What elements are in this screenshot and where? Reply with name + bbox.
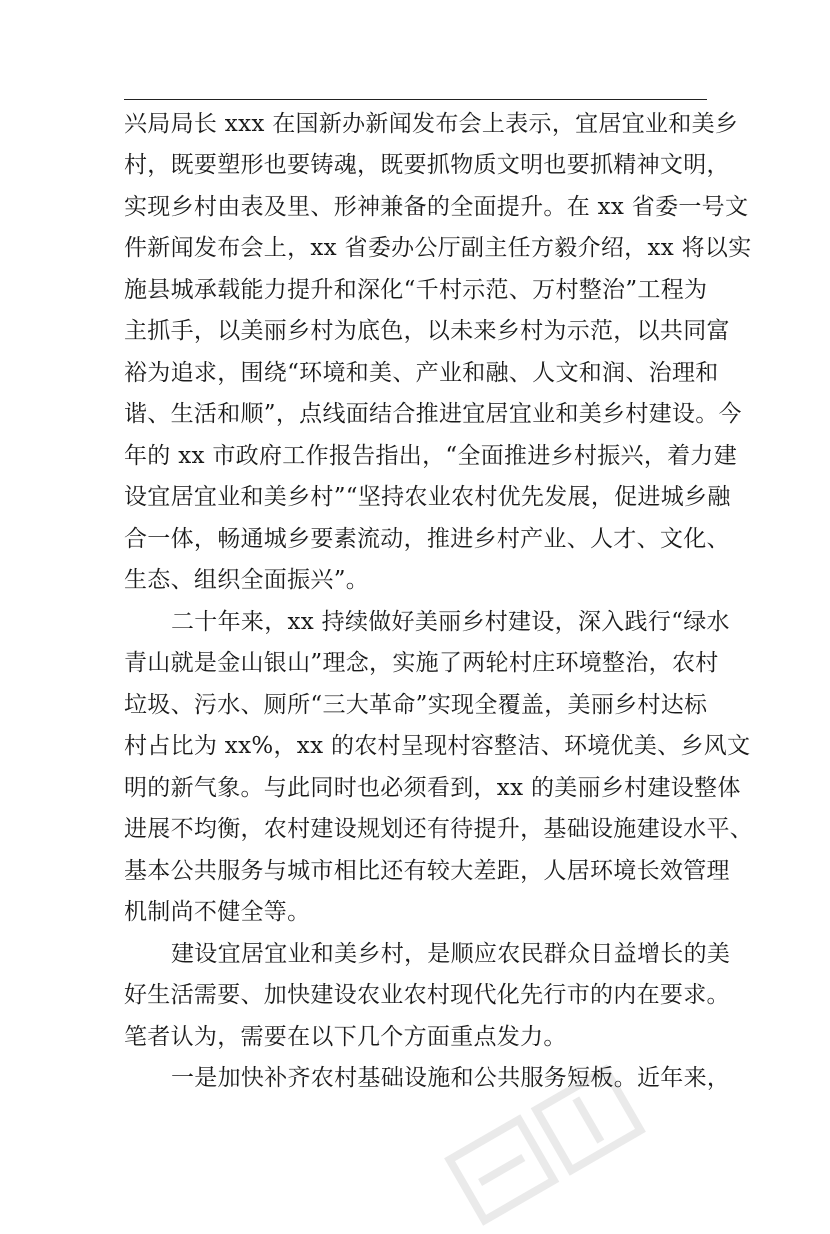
text-line: 实现乡村由表及里、形神兼备的全面提升。在 xx 省委一号文	[124, 194, 749, 220]
text-line: 施县城承载能力提升和深化“千村示范、万村整治”工程为	[124, 277, 708, 303]
text-line: 设宜居宜业和美乡村”“坚持农业农村优先发展，促进城乡融	[124, 484, 731, 510]
text-line: 好生活需要、加快建设农业农村现代化先行市的内在要求。	[124, 982, 730, 1008]
text-line: 村占比为 xx%，xx 的农村呈现村容整洁、环境优美、乡风文	[124, 733, 751, 759]
text-line: 机制尚不健全等。	[124, 899, 311, 925]
text-line: 垃圾、污水、厕所“三大革命”实现全覆盖，美丽乡村达标	[124, 692, 708, 718]
text-line: 明的新气象。与此同时也必须看到，xx 的美丽乡村建设整体	[124, 775, 741, 801]
header-rule	[124, 99, 707, 100]
text-line: 一是加快补齐农村基础设施和公共服务短板。近年来，	[171, 1065, 731, 1091]
text-line: 建设宜居宜业和美乡村，是顺应农民群众日益增长的美	[171, 941, 731, 967]
text-line: 进展不均衡，农村建设规划还有待提升，基础设施建设水平、	[124, 816, 754, 842]
text-line: 兴局局长 xxx 在国新办新闻发布会上表示，宜居宜业和美乡	[124, 111, 739, 137]
text-line: 年的 xx 市政府工作报告指出，“全面推进乡村振兴，着力建	[124, 443, 738, 469]
text-line: 裕为追求，围绕“环境和美、产业和融、人文和润、治理和	[124, 360, 719, 386]
text-line: 村，既要塑形也要铸魂，既要抓物质文明也要抓精神文明，	[124, 152, 730, 178]
text-line: 谐、生活和顺”，点线面结合推进宜居宜业和美乡村建设。今	[124, 401, 742, 427]
text-line: 二十年来，xx 持续做好美丽乡村建设，深入践行“绿水	[171, 609, 730, 635]
text-line: 主抓手，以美丽乡村为底色，以未来乡村为示范，以共同富	[124, 318, 730, 344]
text-line: 合一体，畅通城乡要素流动，推进乡村产业、人才、文化、	[124, 526, 730, 552]
text-line: 青山就是金山银山”理念，实施了两轮村庄环境整治，农村	[124, 650, 719, 676]
text-line: 笔者认为，需要在以下几个方面重点发力。	[124, 1024, 567, 1050]
text-line: 基本公共服务与城市相比还有较大差距，人居环境长效管理	[124, 858, 730, 884]
text-line: 生态、组织全面振兴”。	[124, 567, 370, 593]
text-line: 件新闻发布会上，xx 省委办公厅副主任方毅介绍，xx 将以实	[124, 235, 752, 261]
